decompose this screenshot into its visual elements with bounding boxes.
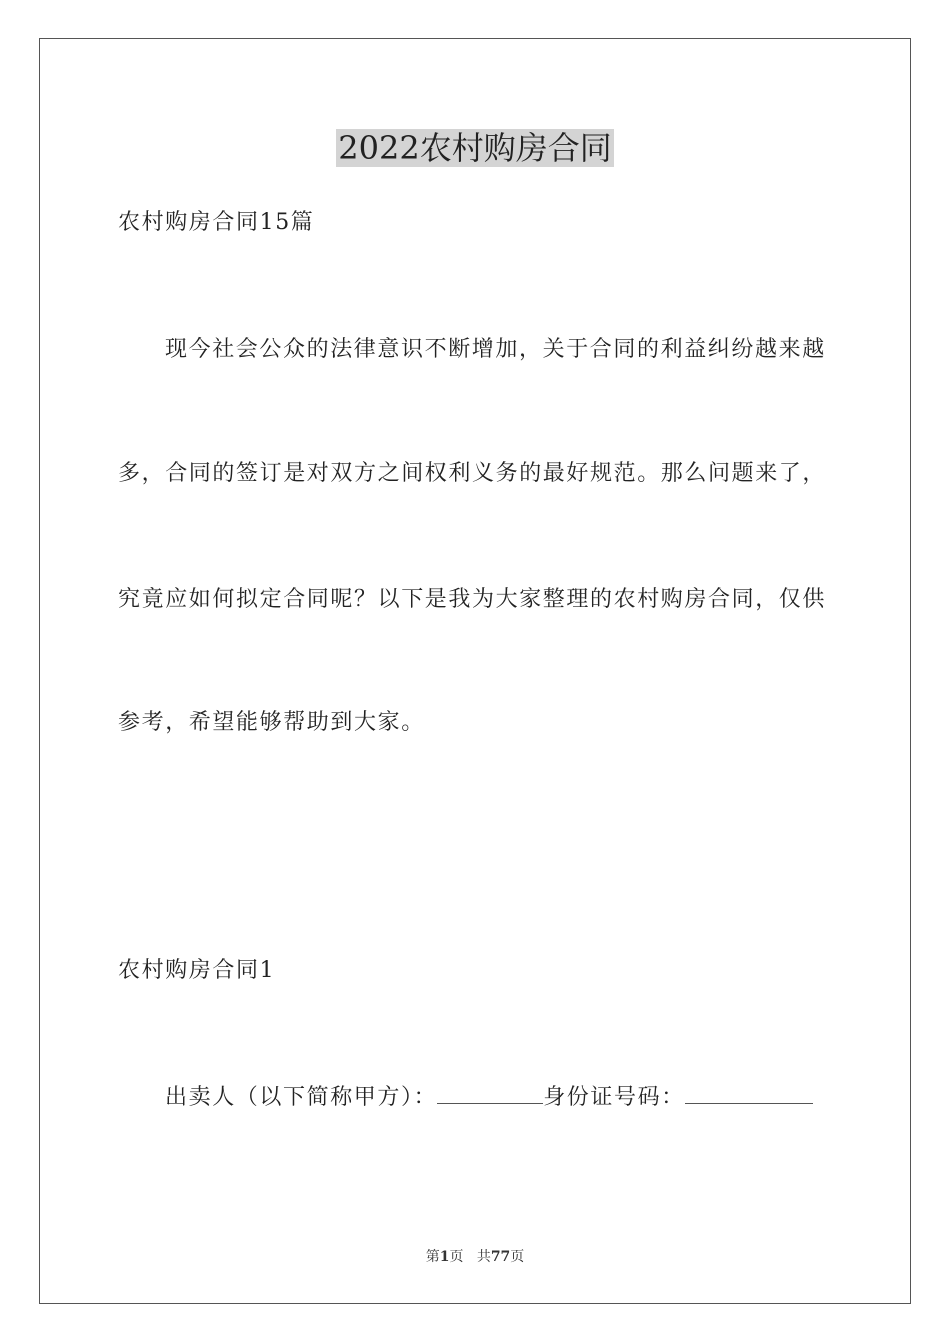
- page-footer: [0, 1247, 950, 1267]
- intro-line-1: 现今社会公众的法律意识不断增加，关于合同的利益纠纷越来越: [165, 337, 826, 362]
- document-subtitle: 农村购房合同15篇: [118, 210, 315, 235]
- section-heading: 农村购房合同1: [118, 958, 276, 983]
- intro-line-3: 究竟应如何拟定合同呢？以下是我为大家整理的农村购房合同，仅供: [118, 587, 827, 612]
- intro-line-2: 多，合同的签订是对双方之间权利义务的最好规范。那么问题来了，: [118, 461, 827, 486]
- id-label: 身份证号码：: [543, 1085, 685, 1110]
- footer-page-prefix: 第: [425, 1249, 440, 1265]
- footer-total-pages: 77: [490, 1249, 511, 1265]
- intro-line-4: 参考，希望能够帮助到大家。: [118, 710, 425, 735]
- seller-name-blank[interactable]: [437, 1081, 543, 1104]
- document-title: [0, 128, 950, 168]
- footer-page-suffix: 页: [449, 1249, 464, 1265]
- document-title-text: 2022农村购房合同: [338, 129, 612, 167]
- footer-page-number: 1: [439, 1249, 450, 1265]
- footer-total-prefix: 共: [476, 1249, 491, 1265]
- id-number-blank[interactable]: [685, 1081, 813, 1104]
- seller-line: [165, 1081, 885, 1113]
- footer-total-suffix: 页: [510, 1249, 525, 1265]
- seller-label: 出卖人（以下简称甲方）：: [165, 1085, 438, 1110]
